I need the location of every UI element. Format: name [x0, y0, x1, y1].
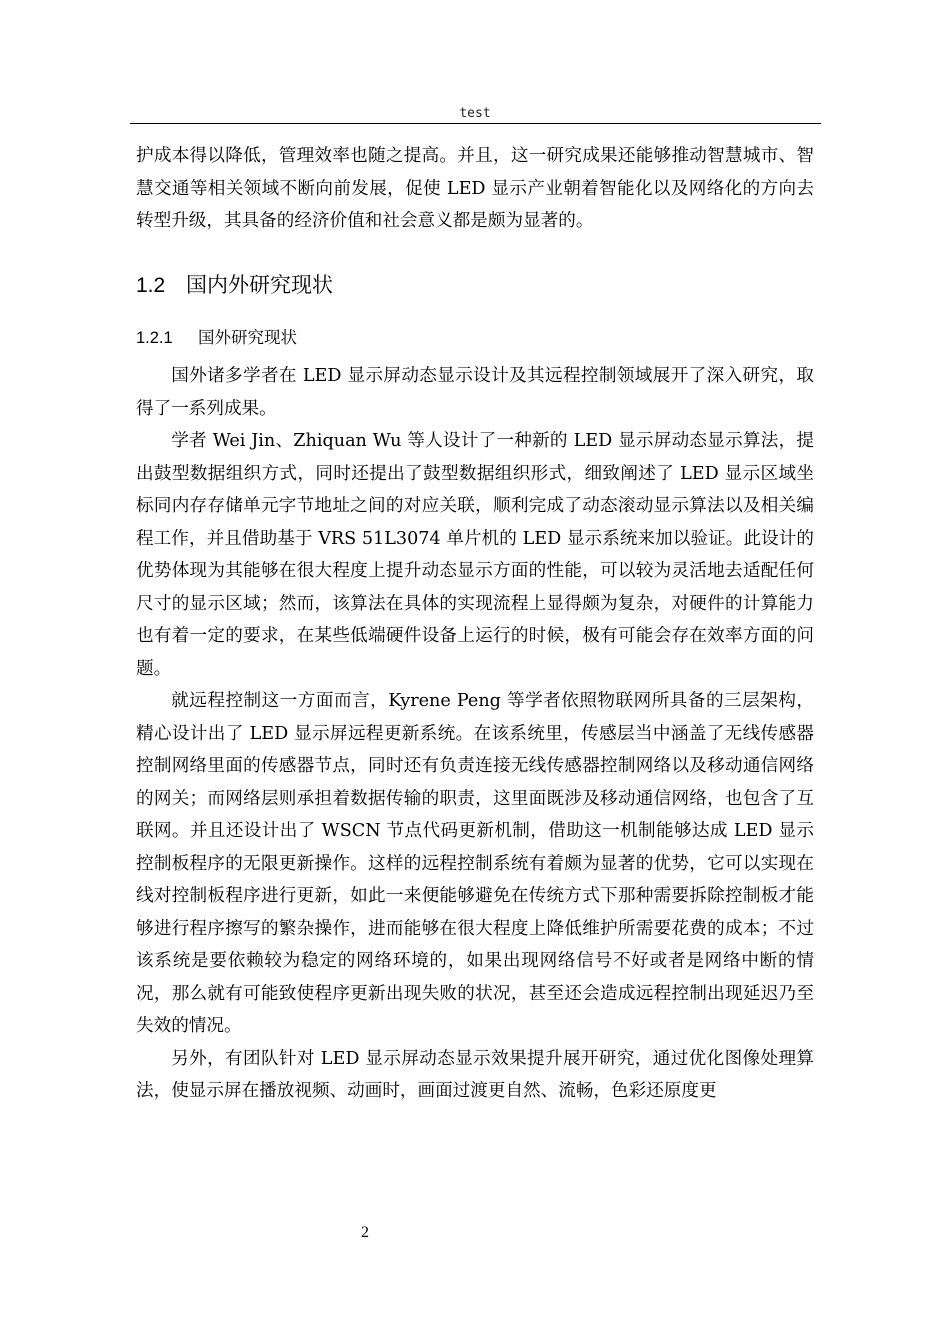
paragraph: 学者 Wei Jin、Zhiquan Wu 等人设计了一种新的 LED 显示屏动态显示算法，提出鼓型数据组织方式，同时还提出了鼓型数据组织形式，细致阐述了 LED 显示区域坐标同内存存储单元字节地址之间的对应关联，顺利完成了动态滚动显示算法以及相关编程工作，并且借助基于 VRS 51L3074 单片机的 LED 显示系统来加以验证。此设计的优势体现为其能够在很大程度上提升动态显示方面的性能，可以较为灵活地去适配任何尺寸的显示区域；然而，该算法在具体的实现流程上显得颇为复杂，对硬件的计算能力也有着一定的要求，在某些低端硬件设备上运行的时候，极有可能会存在效率方面的问题。	[136, 431, 814, 679]
paragraph: 国外诸多学者在 LED 显示屏动态显示设计及其远程控制领域展开了深入研究，取得了一系列成果。	[136, 366, 814, 419]
subsection-title: 国外研究现状	[198, 328, 297, 347]
section-heading	[136, 269, 333, 299]
intro-paragraph	[136, 140, 814, 238]
paragraph: 另外，有团队针对 LED 显示屏动态显示效果提升展开研究，通过优化图像处理算法，使显示屏在播放视频、动画时，画面过渡更自然、流畅，色彩还原度更	[136, 1048, 814, 1101]
body-paragraphs	[136, 360, 814, 1108]
section-number: 1.2	[136, 274, 166, 297]
paragraph: 就远程控制这一方面而言，Kyrene Peng 等学者依照物联网所具备的三层架构，精心设计出了 LED 显示屏远程更新系统。在该系统里，传感层当中涵盖了无线传感器控制网络里面的传感器节点，同时还有负责连接无线传感器控制网络以及移动通信网络的网关；而网络层则承担着数据传输的职责，这里面既涉及移动通信网络，也包含了互联网。并且还设计出了 WSCN 节点代码更新机制，借助这一机制能够达成 LED 显示控制板程序的无限更新操作。这样的远程控制系统有着颇为显著的优势，它可以实现在线对控制板程序进行更新，如此一来便能够避免在传统方式下那种需要拆除控制板才能够进行程序擦写的繁杂操作，进而能够在很大程度上降低维护所需要花费的成本；不过该系统是要依赖较为稳定的网络环境的，如果出现网络信号不好或者是网络中断的情况，那么就有可能致使程序更新出现失败的状况，甚至还会造成远程控制出现延迟乃至失效的情况。	[136, 691, 814, 1036]
paragraph-text: 护成本得以降低，管理效率也随之提高。并且，这一研究成果还能够推动智慧城市、智慧交通等相关领域不断向前发展，促使 LED 显示产业朝着智能化以及网络化的方向去转型升级，其具备的经济价值和社会意义都是颇为显著的。	[136, 146, 814, 231]
header-divider	[130, 123, 821, 124]
section-title: 国内外研究现状	[186, 273, 333, 297]
subsection-heading	[136, 324, 297, 348]
page-number: 2	[361, 1224, 369, 1241]
running-header: test	[459, 106, 491, 121]
subsection-number: 1.2.1	[136, 329, 173, 347]
